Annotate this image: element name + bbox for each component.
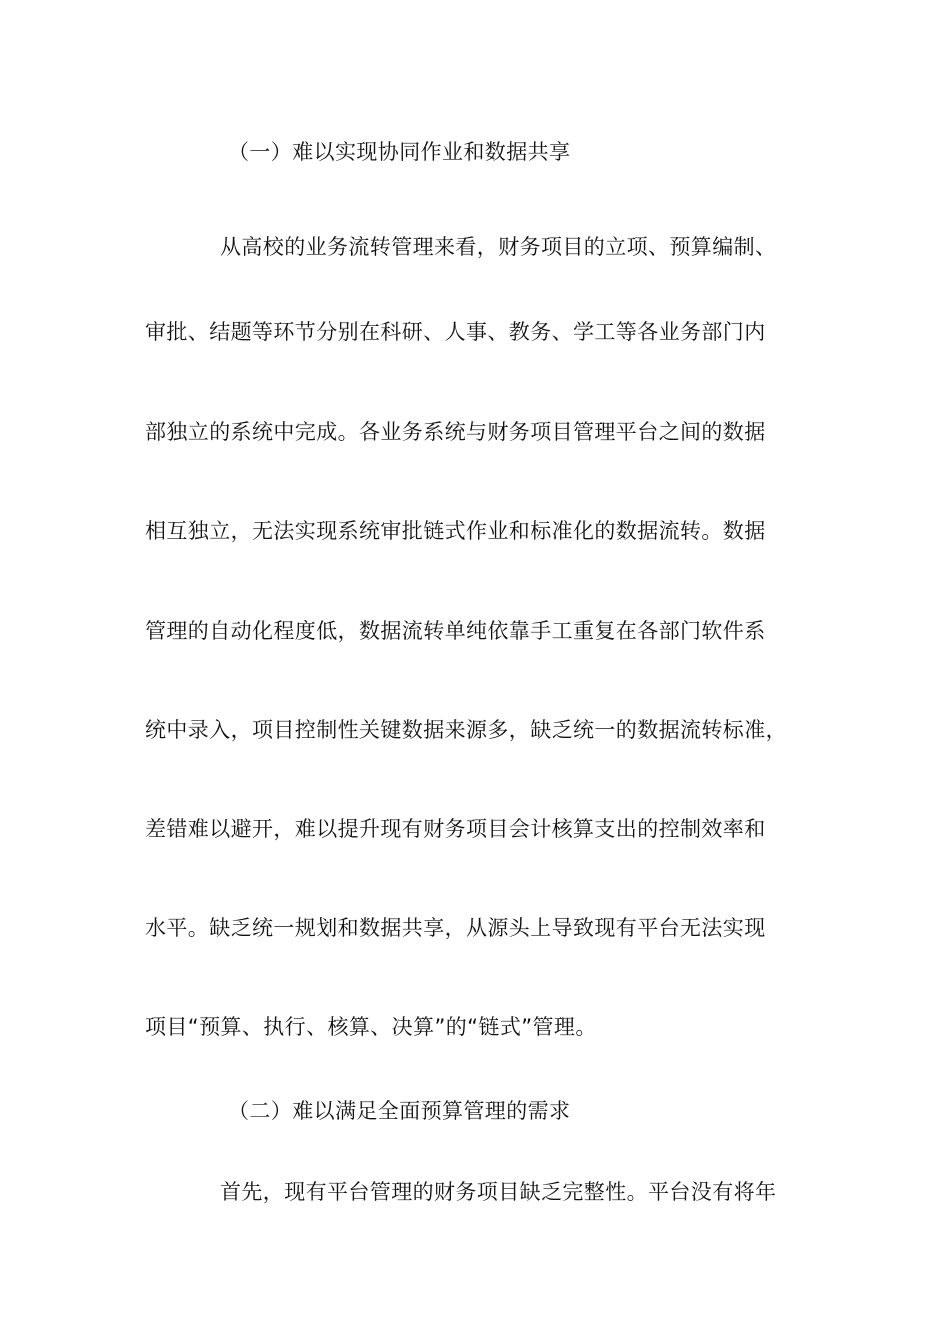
paragraph-line: 相互独立，无法实现系统审批链式作业和标准化的数据流转。数据 (145, 519, 766, 543)
paragraph-line: 项目“预算、执行、核算、决算”的“链式”管理。 (145, 1015, 597, 1039)
section-heading-1: （一）难以实现协同作业和数据共享 (228, 140, 571, 164)
paragraph-line: 差错难以避开，难以提升现有财务项目会计核算支出的控制效率和 (145, 817, 766, 841)
paragraph-line: 部独立的系统中完成。各业务系统与财务项目管理平台之间的数据 (145, 420, 766, 444)
paragraph-line: 首先，现有平台管理的财务项目缺乏完整性。平台没有将年 (220, 1180, 777, 1204)
paragraph-line: 审批、结题等环节分别在科研、人事、教务、学工等各业务部门内 (145, 320, 766, 344)
paragraph-line: 统中录入，项目控制性关键数据来源多，缺乏统一的数据流转标准， (145, 718, 787, 742)
paragraph-line: 水平。缺乏统一规划和数据共享，从源头上导致现有平台无法实现 (145, 916, 766, 940)
section-heading-2: （二）难以满足全面预算管理的需求 (228, 1099, 571, 1123)
paragraph-line: 从高校的业务流转管理来看，财务项目的立项、预算编制、 (220, 235, 777, 259)
paragraph-line: 管理的自动化程度低，数据流转单纯依靠手工重复在各部门软件系 (145, 619, 766, 643)
